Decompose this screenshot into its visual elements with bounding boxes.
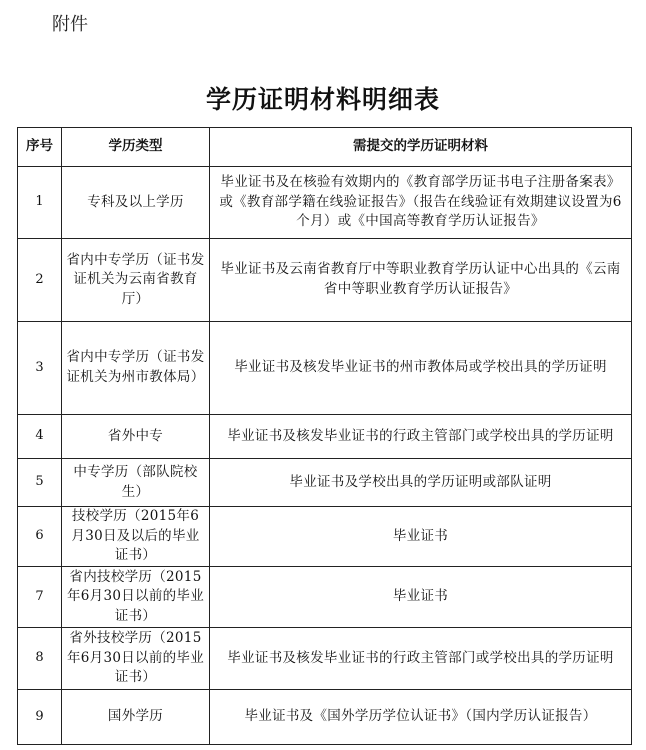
row-materials: 毕业证书 (210, 507, 632, 567)
table-row (18, 459, 632, 507)
row-education-type: 中专学历（部队院校生） (62, 459, 210, 507)
education-materials-table (17, 127, 632, 745)
table-row (18, 322, 632, 415)
header-education-type: 学历类型 (62, 128, 210, 167)
row-materials: 毕业证书及《国外学历学位认证书》（国内学历认证报告） (210, 690, 632, 745)
row-number: 6 (18, 507, 62, 567)
row-materials: 毕业证书及在核验有效期内的《教育部学历证书电子注册备案表》或《教育部学籍在线验证报告》（报告在线验证有效期建议设置为6个月）或《中国高等教育学历认证报告》 (210, 167, 632, 239)
row-materials: 毕业证书及核发毕业证书的州市教体局或学校出具的学历证明 (210, 322, 632, 415)
row-materials: 毕业证书及核发毕业证书的行政主管部门或学校出具的学历证明 (210, 628, 632, 690)
row-number: 7 (18, 567, 62, 628)
table-row (18, 567, 632, 628)
row-number: 5 (18, 459, 62, 507)
row-materials: 毕业证书及学校出具的学历证明或部队证明 (210, 459, 632, 507)
attachment-label: 附件 (52, 14, 88, 35)
row-education-type: 省内中专学历（证书发证机关为州市教体局） (62, 322, 210, 415)
table-row (18, 690, 632, 745)
row-number: 1 (18, 167, 62, 239)
header-number: 序号 (18, 128, 62, 167)
row-education-type: 省外技校学历（2015年6月30日以前的毕业证书） (62, 628, 210, 690)
row-materials: 毕业证书及云南省教育厅中等职业教育学历认证中心出具的《云南省中等职业教育学历认证报告》 (210, 239, 632, 322)
row-education-type: 技校学历（2015年6月30日及以后的毕业证书） (62, 507, 210, 567)
row-number: 3 (18, 322, 62, 415)
table-row (18, 507, 632, 567)
row-education-type: 国外学历 (62, 690, 210, 745)
row-education-type: 省内中专学历（证书发证机关为云南省教育厅） (62, 239, 210, 322)
page-title: 学历证明材料明细表 (205, 85, 440, 114)
row-education-type: 省内技校学历（2015年6月30日以前的毕业证书） (62, 567, 210, 628)
row-education-type: 专科及以上学历 (62, 167, 210, 239)
header-required-materials: 需提交的学历证明材料 (210, 128, 632, 167)
row-materials: 毕业证书及核发毕业证书的行政主管部门或学校出具的学历证明 (210, 415, 632, 459)
row-materials: 毕业证书 (210, 567, 632, 628)
table-row (18, 167, 632, 239)
table-row (18, 239, 632, 322)
row-education-type: 省外中专 (62, 415, 210, 459)
row-number: 2 (18, 239, 62, 322)
row-number: 8 (18, 628, 62, 690)
row-number: 9 (18, 690, 62, 745)
table-row (18, 628, 632, 690)
table-header-row (18, 128, 632, 167)
row-number: 4 (18, 415, 62, 459)
table-row (18, 415, 632, 459)
